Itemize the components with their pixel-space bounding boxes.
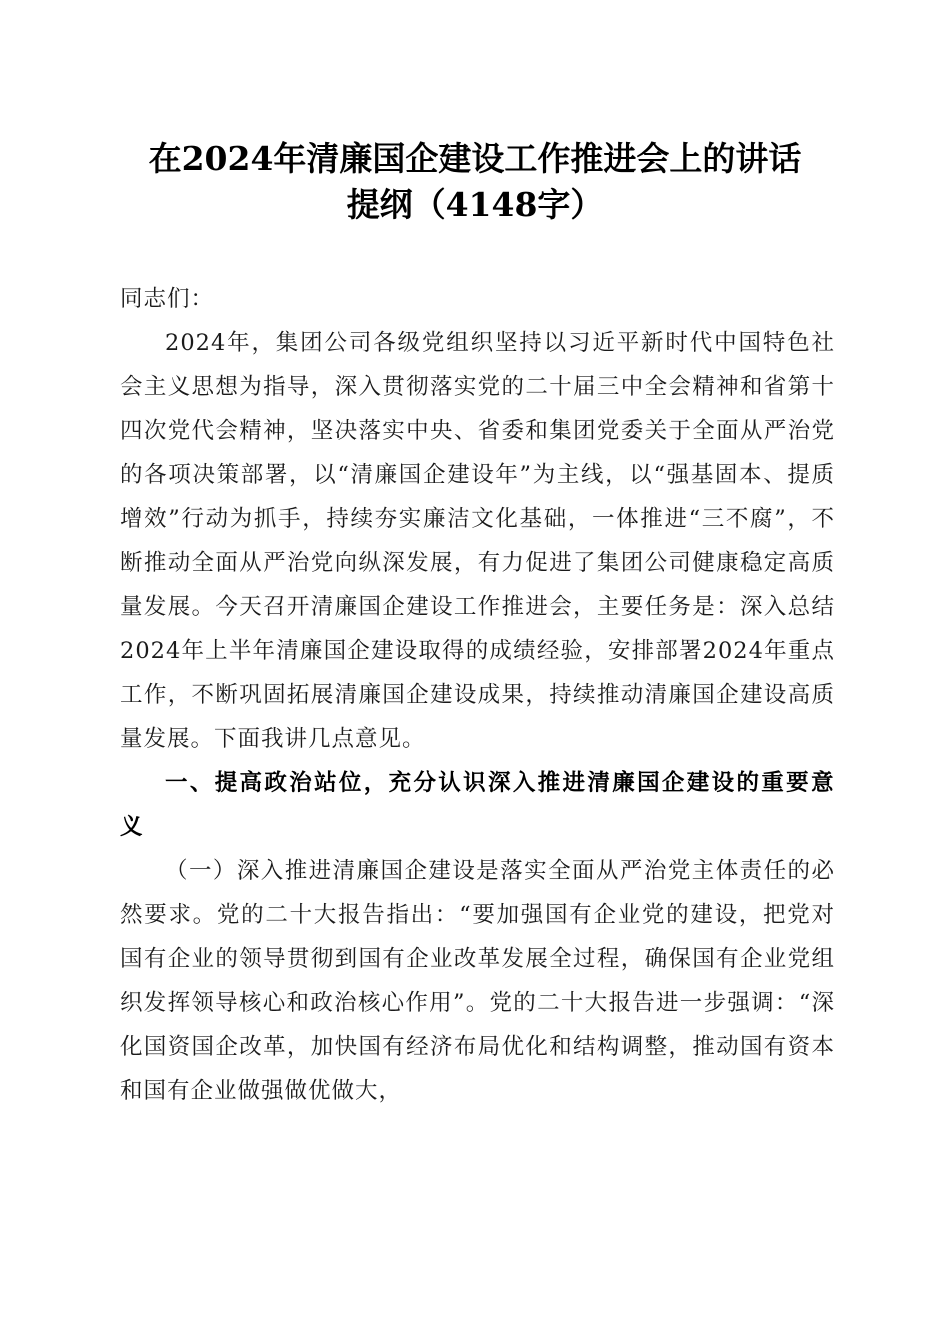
intro-paragraph: 2024年，集团公司各级党组织坚持以习近平新时代中国特色社会主义思想为指导，深入贯彻落实党的二十届三中全会精神和省第十四次党代会精神，坚决落实中央、省委和集团党委关于全面从严治党的各项决策部署，以“清廉国企建设年”为主线，以“强基固本、提质增效”行动为抓手，持续夯实廉洁文化基础，一体推进“三不腐”，不断推动全面从严治党向纵深发展，有力促进了集团公司健康稳定高质量发展。今天召开清廉国企建设工作推进会，主要任务是：深入总结2024年上半年清廉国企建设取得的成绩经验，安排部署2024年重点工作，不断巩固拓展清廉国企建设成果，持续推动清廉国企建设高质量发展。下面我讲几点意见。 — [120, 330, 835, 752]
subsection-paragraph-1: （一）深入推进清廉国企建设是落实全面从严治党主体责任的必然要求。党的二十大报告指出：“要加强国有企业党的建设，把党对国有企业的领导贯彻到国有企业改革发展全过程，确保国有企业党组织发挥领导核心和政治核心作用”。党的二十大报告进一步强调：“深化国资国企改革，加快国有经济布局优化和结构调整，推动国有资本和国有企业做强做优做大， — [120, 858, 835, 1104]
document-title — [100, 136, 850, 228]
title-line-1: 在2024年清廉国企建设工作推进会上的讲话 — [148, 139, 802, 178]
title-line-2: 提纲（4148字） — [346, 185, 604, 224]
document-body — [120, 277, 835, 1113]
salutation: 同志们： — [120, 286, 215, 312]
section-heading-1: 一、提高政治站位，充分认识深入推进清廉国企建设的重要意义 — [120, 770, 835, 840]
